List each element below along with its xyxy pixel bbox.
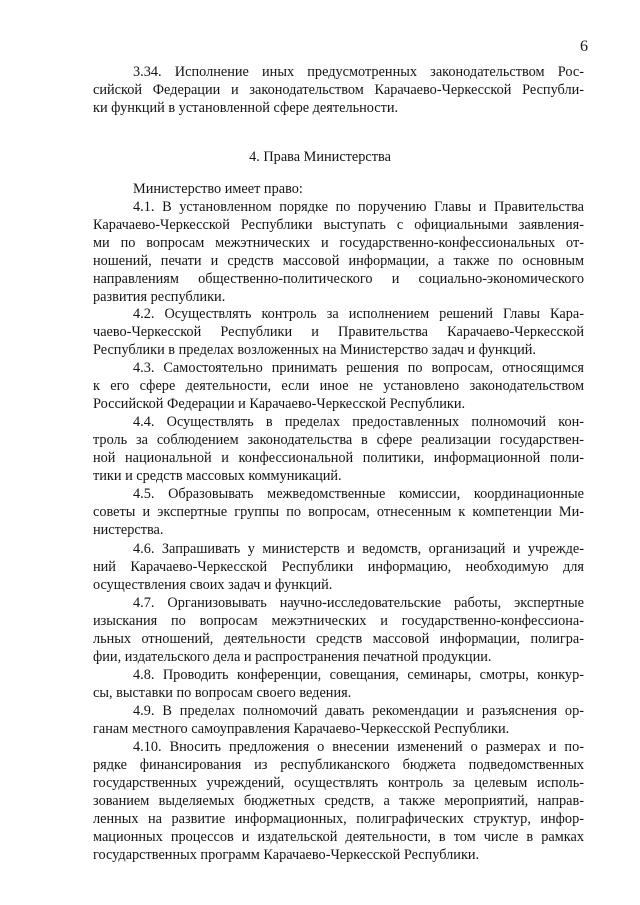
text-line: осуществления своих задач и функций. [93, 577, 333, 593]
text-line: 3.34. Исполнение иных предусмотренных законодательством Рос- [133, 64, 584, 80]
paragraph-4-10 [93, 738, 584, 864]
text-line: ной национальной и конфессиональной политики, информационной поли- [93, 450, 584, 466]
text-line: сийской Федерации и законодательством Карачаево-Черкесской Республи- [93, 82, 584, 98]
text-line: государственных программ Карачаево-Черкесской Республики. [93, 847, 480, 863]
paragraph-3-34 [93, 63, 584, 117]
text-line: ми по вопросам межэтнических и государственно-конфессиональных от- [93, 235, 584, 251]
text-line: чаево-Черкесской Республики и Правительства Карачаево-Черкесской [93, 324, 584, 340]
text-line: ленных на развитие информационных, полиграфических структур, инфор- [93, 811, 584, 827]
section-heading: 4. Права Министерства [249, 149, 391, 165]
intro-text: Министерство имеет право: [133, 181, 303, 197]
text-line: рядке финансирования из республиканского бюджета подведомственных [93, 757, 584, 773]
text-line: ношений, печати и средств массовой информации, а также по основным [93, 253, 584, 269]
text-line: льных отношений, деятельности средств массовой информации, полигра- [93, 631, 584, 647]
text-line: направлениям общественно-политического и социально-экономического [93, 271, 584, 287]
text-line: 4.3. Самостоятельно принимать решения по вопросам, относящимся [133, 360, 584, 376]
text-line: Карачаево-Черкесской Республики выступать с официальными заявления- [93, 217, 584, 233]
text-line: 4.1. В установленном порядке по поручению Главы и Правительства [133, 199, 584, 215]
text-line: мационных процессов и издательской деятельности, в том числе в рамках [93, 829, 584, 845]
paragraph-4-4 [93, 413, 584, 485]
paragraph-4-3 [93, 359, 584, 413]
text-line: 4.7. Организовывать научно-исследовательские работы, экспертные [133, 595, 584, 611]
text-line: тики и средств массовых коммуникаций. [93, 468, 342, 484]
text-line: 4.10. Вносить предложения о внесении изменений о размерах и по- [133, 739, 584, 755]
paragraph-4-9 [93, 702, 584, 738]
text-line: сы, выставки по вопросам своего ведения. [93, 685, 352, 701]
text-line: нистерства. [93, 522, 164, 538]
page-number: 6 [580, 38, 588, 55]
text-line: ки функций в установленной сфере деятельности. [93, 100, 399, 116]
text-line: 4.8. Проводить конференции, совещания, семинары, смотры, конкур- [133, 667, 584, 683]
text-line: ний Карачаево-Черкесской Республики информацию, необходимую для [93, 559, 584, 575]
text-line: государственных учреждений, осуществлять контроль за целевым исполь- [93, 775, 584, 791]
text-line: ганам местного самоуправления Карачаево-Черкесской Республики. [93, 721, 510, 737]
paragraph-4-5 [93, 485, 584, 539]
text-line: развития республики. [93, 289, 226, 305]
text-line: 4.4. Осуществлять в пределах предоставленных полномочий кон- [133, 414, 584, 430]
text-line: советы и экспертные группы по вопросам, отнесенным к компетенции Ми- [93, 504, 584, 520]
paragraph-4-2 [93, 305, 584, 359]
text-line: зованием выделяемых бюджетных средств, а также мероприятий, направ- [93, 793, 584, 809]
text-line: 4.9. В пределах полномочий давать рекомендации и разъяснения ор- [133, 703, 584, 719]
text-line: 4.6. Запрашивать у министерств и ведомств, организаций и учрежде- [133, 541, 584, 557]
paragraph-4-7 [93, 594, 584, 666]
paragraph-4-1 [93, 198, 584, 306]
text-line: изыскания по вопросам межэтнических и государственно-конфессиона- [93, 613, 584, 629]
text-line: 4.2. Осуществлять контроль за исполнением решений Главы Кара- [133, 306, 584, 322]
text-line: Российской Федерации и Карачаево-Черкесской Республики. [93, 396, 466, 412]
text-line: 4.5. Образовывать межведомственные комиссии, координационные [133, 486, 584, 502]
paragraph-4-6 [93, 540, 584, 594]
text-line: Республики в пределах возложенных на Министерство задач и функций. [93, 342, 536, 358]
paragraph-4-8 [93, 666, 584, 702]
text-line: фии, издательского дела и распространения печатной продукции. [93, 649, 492, 665]
text-line: троль за соблюдением законодательства в сфере реализации государствен- [93, 432, 584, 448]
text-line: к его сфере деятельности, если иное не установлено законодательством [93, 378, 584, 394]
